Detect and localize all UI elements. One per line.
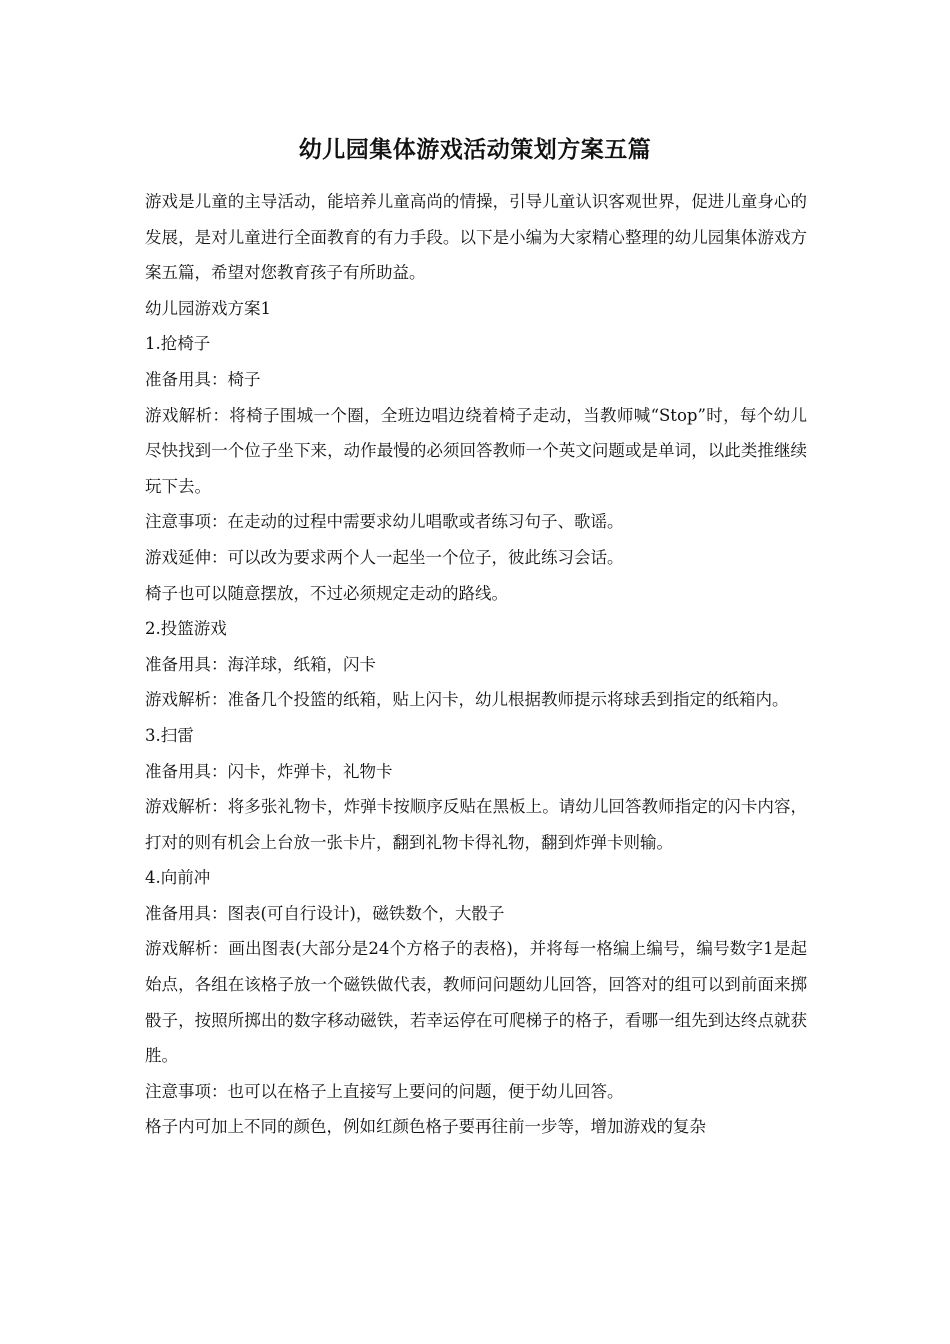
game-4-extra: 格子内可加上不同的颜色，例如红颜色格子要再往前一步等，增加游戏的复杂 (145, 1117, 706, 1137)
intro-paragraph: 游戏是儿童的主导活动，能培养儿童高尚的情操，引导儿童认识客观世界，促进儿童身心的发展，是对儿童进行全面教育的有力手段。以下是小编为大家精心整理的幼儿园集体游戏方案五篇，希望对您教育孩子有所助益。 (145, 192, 807, 283)
game-4-materials: 准备用具：图表(可自行设计)，磁铁数个，大骰子 (145, 903, 505, 923)
game-1-extra: 椅子也可以随意摆放，不过必须规定走动的路线。 (145, 583, 508, 603)
game-3-description: 游戏解析：将多张礼物卡，炸弹卡按顺序反贴在黑板上。请幼儿回答教师指定的闪卡内容，打对的则有机会上台放一张卡片，翻到礼物卡得礼物，翻到炸弹卡则输。 (145, 797, 807, 852)
game-4-notes: 注意事项：也可以在格子上直接写上要问的问题，便于幼儿回答。 (145, 1081, 624, 1101)
section-heading-plan-1: 幼儿园游戏方案1 (145, 298, 271, 318)
document-title: 幼儿园集体游戏活动策划方案五篇 (298, 136, 652, 163)
game-2-materials: 准备用具：海洋球，纸箱，闪卡 (145, 654, 376, 674)
game-4-description: 游戏解析：画出图表(大部分是24个方格子的表格)，并将每一格编上编号，编号数字1是起始点，各组在该格子放一个磁铁做代表，教师问问题幼儿回答，回答对的组可以到前面来掷骰子，按照所掷出的数字移动磁铁，若幸运停在可爬梯子的格子，看哪一组先到达终点就获胜。 (145, 939, 807, 1066)
game-1-description: 游戏解析：将椅子围城一个圈，全班边唱边绕着椅子走动，当教师喊“Stop”时，每个幼儿尽快找到一个位子坐下来，动作最慢的必须回答教师一个英文问题或是单词，以此类推继续玩下去。 (145, 405, 807, 496)
document-body (145, 184, 807, 1145)
game-heading-4: 4.向前冲 (145, 868, 211, 888)
game-heading-2: 2.投篮游戏 (145, 619, 227, 639)
game-1-notes: 注意事项：在走动的过程中需要求幼儿唱歌或者练习句子、歌谣。 (145, 512, 624, 532)
game-1-materials: 准备用具：椅子 (145, 369, 261, 389)
game-1-extension: 游戏延伸：可以改为要求两个人一起坐一个位子，彼此练习会话。 (145, 547, 624, 567)
game-heading-1: 1.抢椅子 (145, 334, 211, 354)
game-3-materials: 准备用具：闪卡，炸弹卡，礼物卡 (145, 761, 393, 781)
game-heading-3: 3.扫雷 (145, 725, 194, 745)
game-2-description: 游戏解析：准备几个投篮的纸箱，贴上闪卡，幼儿根据教师提示将球丢到指定的纸箱内。 (145, 690, 789, 710)
